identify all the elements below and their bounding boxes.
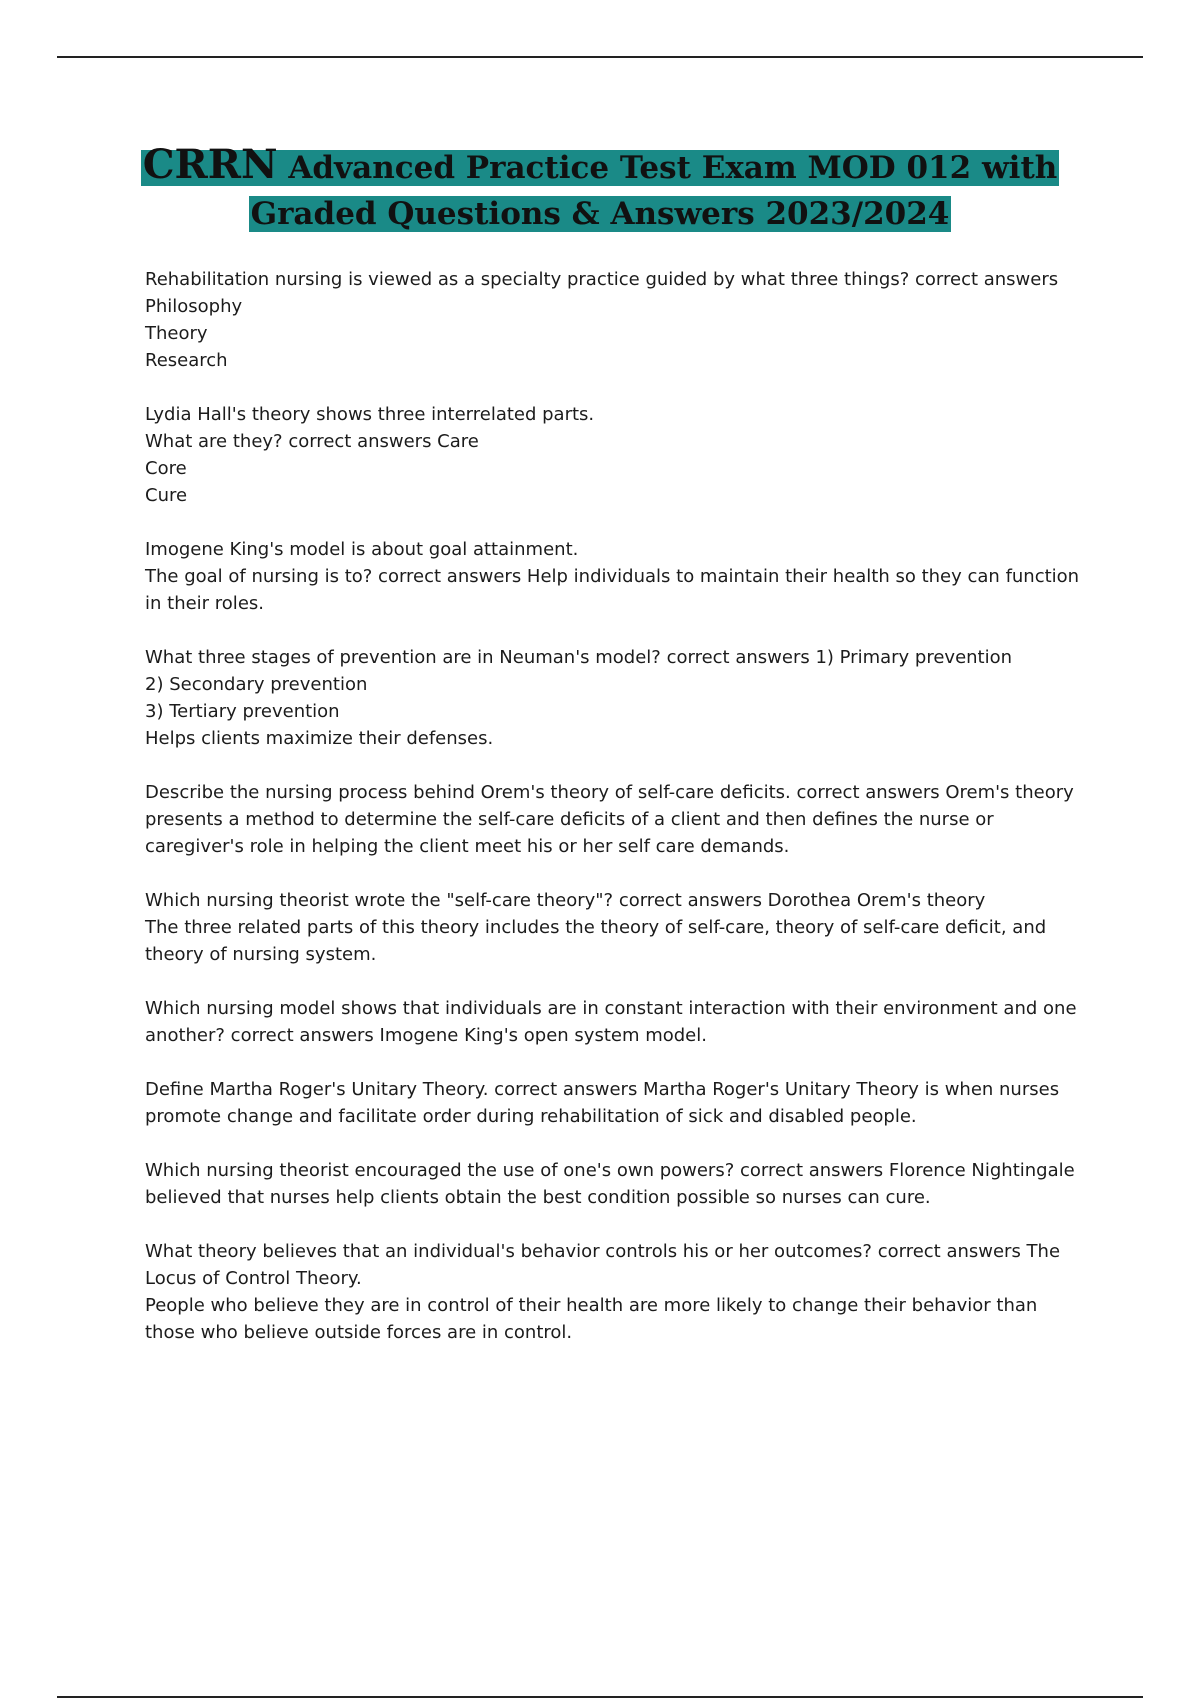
qa-line: Rehabilitation nursing is viewed as a specialty practice guided by what three things? correct answers: [145, 269, 1059, 290]
qa-item: [145, 644, 1085, 752]
qa-line: Define Martha Roger's Unitary Theory. correct answers Martha Roger's Unitary Theory is when nurses promote change and facilitate order during rehabilitation of sick and disabled people.: [145, 1079, 1060, 1127]
qa-line: The three related parts of this theory includes the theory of self-care, theory of self-care deficit, and theory of nursing system.: [145, 917, 1047, 965]
title-rest: Advanced Practice Test Exam MOD 012 with Graded Questions & Answers 2023/2024: [250, 150, 1058, 232]
qa-item: [145, 536, 1085, 617]
qa-item: [145, 1076, 1085, 1130]
qa-line: Theory: [145, 323, 208, 344]
qa-item: [145, 1238, 1085, 1346]
qa-line: 2) Secondary prevention: [145, 674, 368, 695]
qa-line: The goal of nursing is to? correct answers Help individuals to maintain their health so they can function in their roles.: [145, 566, 1080, 614]
qa-item: [145, 887, 1085, 968]
bottom-rule: [57, 1696, 1143, 1698]
qa-line: Lydia Hall's theory shows three interrelated parts.: [145, 404, 595, 425]
qa-line: What theory believes that an individual's behavior controls his or her outcomes? correct answers The Locus of Control Theory.: [145, 1241, 1061, 1289]
qa-item: [145, 779, 1085, 860]
qa-line: Philosophy: [145, 296, 243, 317]
qa-item: [145, 995, 1085, 1049]
qa-line: Which nursing theorist wrote the "self-care theory"? correct answers Dorothea Orem's theory: [145, 890, 986, 911]
title-highlight: [141, 141, 1060, 232]
top-rule: [57, 56, 1143, 58]
qa-line: 3) Tertiary prevention: [145, 701, 340, 722]
qa-line: What are they? correct answers Care: [145, 431, 479, 452]
qa-item: [145, 401, 1085, 509]
qa-line: Which nursing model shows that individuals are in constant interaction with their environment and one another? correct answers Imogene King's open system model.: [145, 998, 1077, 1046]
qa-line: Cure: [145, 485, 188, 506]
document-title: [120, 142, 1080, 237]
qa-line: People who believe they are in control of their health are more likely to change their behavior than those who believe outside forces are in control.: [145, 1295, 1038, 1343]
qa-line: Core: [145, 458, 187, 479]
qa-list: [145, 266, 1085, 1373]
qa-line: What three stages of prevention are in Neuman's model? correct answers 1) Primary prevention: [145, 647, 1013, 668]
qa-line: Which nursing theorist encouraged the use of one's own powers? correct answers Florence Nightingale believed that nurses help clients obtain the best condition possible so nurses can cure.: [145, 1160, 1075, 1208]
qa-line: Research: [145, 350, 228, 371]
title-main: CRRN: [142, 141, 278, 188]
qa-item: [145, 1157, 1085, 1211]
qa-item: [145, 266, 1085, 374]
qa-line: Imogene King's model is about goal attainment.: [145, 539, 579, 560]
qa-line: Describe the nursing process behind Orem's theory of self-care deficits. correct answers Orem's theory presents a method to determine the self-care deficits of a client and then defines the nurse or caregiver's role in helping the client meet his or her self care demands.: [145, 782, 1074, 857]
qa-line: Helps clients maximize their defenses.: [145, 728, 494, 749]
